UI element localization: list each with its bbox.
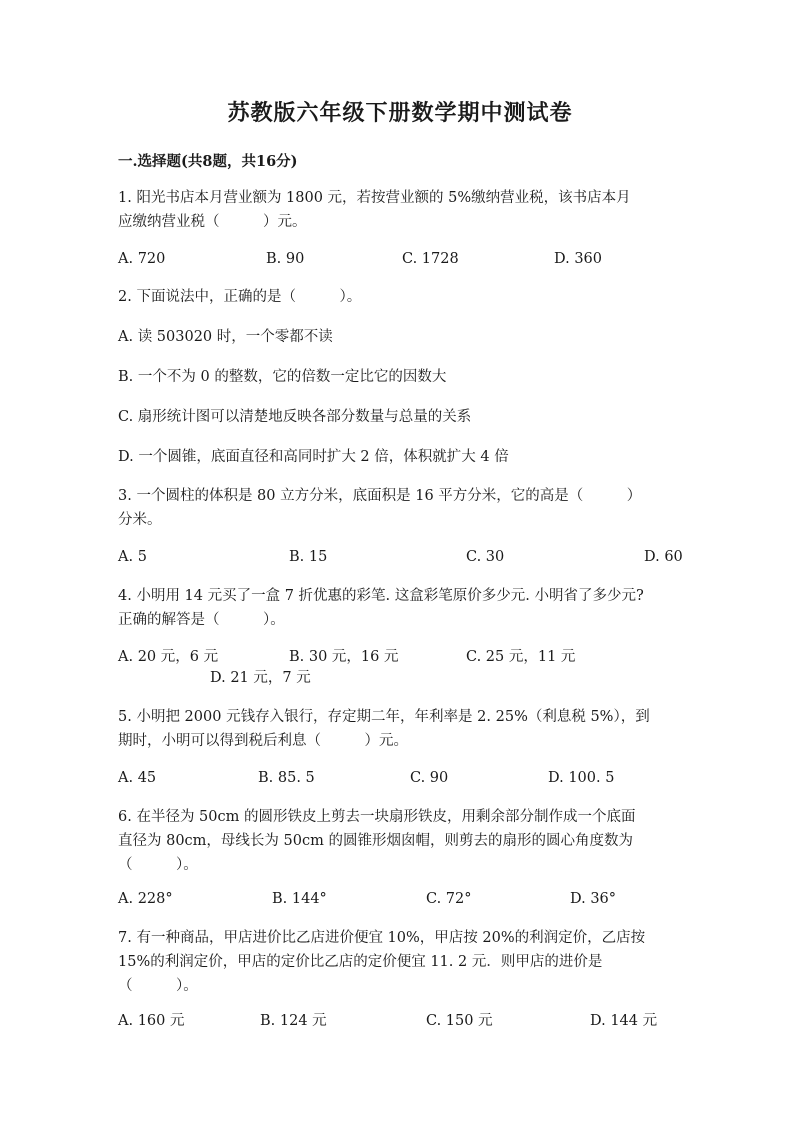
question-3-option-a: A. 5 xyxy=(118,549,147,565)
question-2-option-d: D. 一个圆锥，底面直径和高同时扩大 2 倍，体积就扩大 4 倍 xyxy=(118,449,509,465)
question-3-option-b: B. 15 xyxy=(289,549,328,565)
question-6-option-a: A. 228° xyxy=(118,891,173,907)
question-3 xyxy=(118,484,698,532)
question-1-option-a: A. 720 xyxy=(118,251,166,267)
question-5-option-d: D. 100. 5 xyxy=(548,770,615,786)
page-title: 苏教版六年级下册数学期中测试卷 xyxy=(227,100,573,126)
question-6-line-3: （ ）。 xyxy=(118,857,198,873)
question-4-option-b: B. 30 元，16 元 xyxy=(289,649,399,665)
question-7-option-b: B. 124 元 xyxy=(260,1013,327,1029)
section-heading: 一.选择题(共8题，共16分) xyxy=(118,153,298,170)
question-5-option-a: A. 45 xyxy=(118,770,157,786)
question-1 xyxy=(118,186,698,234)
question-6-line-1: 6. 在半径为 50cm 的圆形铁皮上剪去一块扇形铁皮，用剩余部分制作成一个底面 xyxy=(118,809,636,825)
question-7-line-2: 15%的利润定价，甲店的定价比乙店的定价便宜 11. 2 元．则甲店的进价是 xyxy=(118,954,603,970)
question-2-option-c: C. 扇形统计图可以清楚地反映各部分数量与总量的关系 xyxy=(118,409,472,425)
question-6-option-c: C. 72° xyxy=(426,891,472,907)
question-1-option-c: C. 1728 xyxy=(402,251,459,267)
question-7 xyxy=(118,926,698,998)
question-2-line-1: 2. 下面说法中，正确的是（ ）。 xyxy=(118,289,362,305)
question-4-line-1: 4. 小明用 14 元买了一盒 7 折优惠的彩笔. 这盒彩笔原价多少元. 小明省了多少元? xyxy=(118,588,644,604)
question-6 xyxy=(118,805,698,877)
question-2-option-a: A. 读 503020 时，一个零都不读 xyxy=(118,329,333,345)
question-4-option-d: D. 21 元，7 元 xyxy=(210,670,311,686)
question-5 xyxy=(118,705,698,753)
question-7-option-d: D. 144 元 xyxy=(590,1013,658,1029)
question-1-line-1: 1. 阳光书店本月营业额为 1800 元，若按营业额的 5%缴纳营业税，该书店本月 xyxy=(118,190,631,206)
question-2-option-b: B. 一个不为 0 的整数，它的倍数一定比它的因数大 xyxy=(118,369,447,385)
question-3-option-c: C. 30 xyxy=(466,549,505,565)
question-4 xyxy=(118,584,698,632)
question-5-line-1: 5. 小明把 2000 元钱存入银行，存定期二年，年利率是 2. 25%（利息税 5%），到 xyxy=(118,709,650,725)
question-5-line-2: 期时，小明可以得到税后利息（ ）元。 xyxy=(118,733,408,749)
question-5-option-c: C. 90 xyxy=(410,770,449,786)
question-6-option-b: B. 144° xyxy=(272,891,327,907)
question-6-line-2: 直径为 80cm，母线长为 50cm 的圆锥形烟囱帽，则剪去的扇形的圆心角度数为 xyxy=(118,833,633,849)
question-1-option-d: D. 360 xyxy=(554,251,603,267)
question-6-option-d: D. 36° xyxy=(570,891,617,907)
question-3-line-2: 分米。 xyxy=(118,512,162,528)
question-7-line-3: （ ）。 xyxy=(118,978,198,994)
question-3-option-d: D. 60 xyxy=(644,549,683,565)
question-7-line-1: 7. 有一种商品，甲店进价比乙店进价便宜 10%，甲店按 20%的利润定价，乙店按 xyxy=(118,930,646,946)
question-3-line-1: 3. 一个圆柱的体积是 80 立方分米，底面积是 16 平方分米，它的高是（ ） xyxy=(118,488,642,504)
question-7-option-a: A. 160 元 xyxy=(118,1013,185,1029)
question-4-line-2: 正确的解答是（ ）。 xyxy=(118,612,285,628)
question-7-option-c: C. 150 元 xyxy=(426,1013,493,1029)
question-4-option-c: C. 25 元，11 元 xyxy=(466,649,576,665)
question-2 xyxy=(118,285,698,309)
question-4-option-a: A. 20 元，6 元 xyxy=(118,649,219,665)
question-1-line-2: 应缴纳营业税（ ）元。 xyxy=(118,214,307,230)
question-5-option-b: B. 85. 5 xyxy=(258,770,315,786)
question-1-option-b: B. 90 xyxy=(266,251,305,267)
